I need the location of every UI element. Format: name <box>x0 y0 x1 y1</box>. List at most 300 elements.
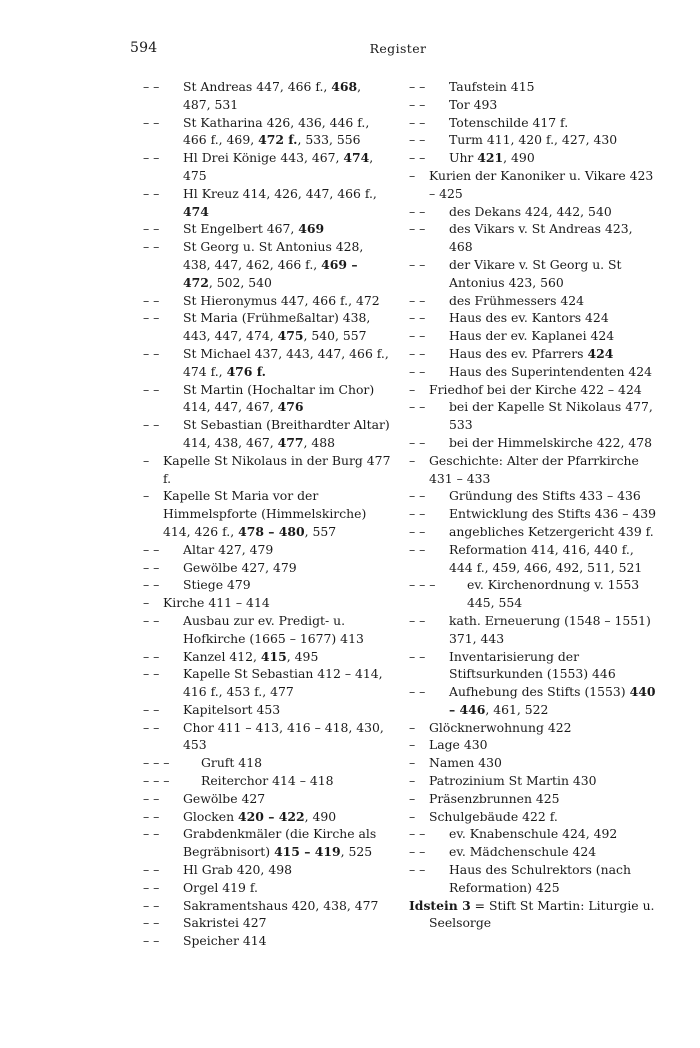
bold-reference: 478 – 480 <box>238 523 305 539</box>
index-entry-text <box>449 683 657 719</box>
bold-reference: 469 <box>298 221 325 237</box>
entry-segment: , 490 <box>503 150 535 166</box>
level-dash: – <box>409 452 416 468</box>
index-entry-text <box>449 78 657 96</box>
entry-segment: der Vikare v. St Georg u. St Antonius 423, 560 <box>449 256 622 290</box>
index-entry <box>409 541 657 577</box>
level-dash: – – <box>143 381 160 397</box>
index-entry-text <box>449 203 657 221</box>
level-dash: – – <box>143 666 160 682</box>
index-entry-text <box>183 114 391 150</box>
level-dash: – – <box>143 221 160 237</box>
entry-segment: des Dekans 424, 442, 540 <box>449 203 612 219</box>
entry-segment: St Martin (Hochaltar im Chor) 414, 447, 467, <box>183 381 375 415</box>
index-entry-text <box>429 772 657 790</box>
index-entry <box>409 131 657 149</box>
index-column-left <box>143 78 391 950</box>
bold-reference: 476 <box>277 399 304 415</box>
index-entry <box>143 897 391 915</box>
index-entry-text <box>449 434 657 452</box>
entry-segment: St Andreas 447, 466 f., <box>183 79 332 94</box>
entry-segment: Sakramentshaus 420, 438, 477 <box>183 897 379 913</box>
index-entry <box>409 114 657 132</box>
entry-segment: , 490 <box>304 808 337 824</box>
index-entry-text <box>467 576 657 612</box>
entry-segment: Kapitelsort 453 <box>183 701 281 717</box>
entry-segment: Haus der ev. Kaplanei 424 <box>449 328 615 344</box>
level-dash: – – <box>143 541 160 557</box>
entry-segment: Gruft 418 <box>201 755 262 771</box>
entry-segment: Hl Kreuz 414, 426, 447, 466 f., <box>183 185 377 201</box>
index-entry-text <box>183 78 391 114</box>
entry-segment: Kapelle St Nikolaus in der Burg 477 f. <box>163 452 391 486</box>
index-entry <box>409 381 657 399</box>
index-entry-text <box>183 576 391 594</box>
level-dash: – <box>409 755 416 771</box>
index-entry <box>409 167 657 203</box>
entry-segment: Geschichte: Alter der Pfarrkirche 431 – 433 <box>429 452 639 486</box>
level-dash: – – <box>409 541 426 557</box>
bold-reference: 474 <box>183 203 209 219</box>
entry-segment: , 540, 557 <box>303 328 367 344</box>
index-entry <box>143 114 391 150</box>
index-entry <box>143 701 391 719</box>
level-dash: – <box>143 452 150 468</box>
index-entry <box>409 683 657 719</box>
index-entry-text <box>429 736 657 754</box>
level-dash: – – <box>143 915 160 931</box>
level-dash: – – <box>143 417 160 433</box>
index-entry <box>409 861 657 897</box>
level-dash: – – <box>409 132 426 148</box>
bold-reference: 476 f. <box>226 363 266 379</box>
index-entry <box>409 220 657 256</box>
index-entry-text <box>449 114 657 132</box>
entry-segment: St Hieronymus 447, 466 f., 472 <box>183 292 380 308</box>
index-entry <box>143 861 391 879</box>
level-dash: – – <box>409 363 426 379</box>
entry-segment: , 533, 556 <box>297 132 361 148</box>
entry-segment: St Maria (Frühmeßaltar) 438, 443, 447, 474, <box>183 310 371 344</box>
level-dash: – – <box>409 434 426 450</box>
index-entry-text <box>449 398 657 434</box>
level-dash: – – <box>409 150 426 166</box>
index-entry <box>143 932 391 950</box>
index-entry-text <box>183 648 391 666</box>
index-entry <box>409 452 657 488</box>
level-dash: – – <box>143 185 160 201</box>
level-dash: – – <box>409 523 426 539</box>
entry-segment: kath. Erneuerung (1548 – 1551) 371, 443 <box>449 612 651 646</box>
index-entry <box>143 559 391 577</box>
index-entry <box>143 808 391 826</box>
index-entry-text <box>183 345 391 381</box>
entry-segment: = Stift St Martin: Liturgie u. Seelsorge <box>429 897 655 931</box>
index-entry-text <box>449 612 657 648</box>
level-dash: – – – <box>143 773 170 789</box>
index-entry <box>409 808 657 826</box>
index-entry <box>409 292 657 310</box>
entry-segment: , 557 <box>304 523 337 539</box>
level-dash: – – <box>409 328 426 344</box>
bold-reference: 415 <box>260 648 287 664</box>
bold-reference: 421 <box>477 150 504 166</box>
level-dash: – <box>143 488 150 504</box>
running-head: Register <box>369 41 427 56</box>
level-dash: – – <box>409 826 426 842</box>
index-entry-text <box>449 843 657 861</box>
level-dash: – <box>143 595 150 611</box>
level-dash: – – <box>409 648 426 664</box>
index-entry-text <box>449 523 657 541</box>
index-entry <box>409 612 657 648</box>
entry-segment: Haus des ev. Pfarrers <box>449 345 588 361</box>
index-entry <box>409 78 657 96</box>
level-dash: – – – <box>409 577 436 593</box>
entry-segment: Haus des Superintendenten 424 <box>449 363 653 379</box>
entry-segment: Tor 493 <box>449 96 498 112</box>
index-entry <box>409 327 657 345</box>
index-entry <box>409 897 657 933</box>
index-entry <box>409 772 657 790</box>
entry-segment: bei der Kapelle St Nikolaus 477, 533 <box>449 399 653 433</box>
entry-segment: Präsenzbrunnen 425 <box>429 790 560 806</box>
index-entry-text <box>429 808 657 826</box>
entry-segment: Uhr <box>449 150 478 166</box>
index-entry <box>409 843 657 861</box>
index-entry <box>143 381 391 417</box>
level-dash: – – <box>409 612 426 628</box>
index-entry-text <box>183 416 391 452</box>
index-entry-text <box>183 897 391 915</box>
index-entry-text <box>429 381 657 399</box>
index-entry <box>143 719 391 755</box>
entry-segment: Lage 430 <box>429 737 488 753</box>
entry-segment: Entwicklung des Stifts 436 – 439 <box>449 506 657 522</box>
level-dash: – – <box>143 879 160 895</box>
entry-segment: Glocken <box>183 808 239 824</box>
level-dash: – – <box>409 292 426 308</box>
level-dash: – – <box>143 808 160 824</box>
index-entry-text <box>449 149 657 167</box>
index-entry <box>409 434 657 452</box>
level-dash: – – <box>409 488 426 504</box>
entry-segment: Gewölbe 427 <box>183 790 266 806</box>
index-column-right <box>409 78 657 932</box>
entry-segment: Gewölbe 427, 479 <box>183 559 297 575</box>
level-dash: – – <box>409 256 426 272</box>
index-entry-text <box>163 487 391 540</box>
level-dash: – <box>409 719 416 735</box>
index-entry <box>409 345 657 363</box>
bold-reference: 440 – 446 <box>449 684 656 717</box>
index-entry <box>409 96 657 114</box>
index-entry <box>409 648 657 684</box>
index-entry-text <box>449 309 657 327</box>
page-number: 594 <box>130 40 158 56</box>
index-entry-text <box>183 701 391 719</box>
level-dash: – <box>409 737 416 753</box>
index-entry-text <box>201 754 391 772</box>
level-dash: – – <box>143 114 160 130</box>
level-dash: – – <box>143 559 160 575</box>
index-entry-text <box>183 719 391 755</box>
entry-segment: , 495 <box>286 648 319 664</box>
entry-segment: St Michael 437, 443, 447, 466 f., 474 f., <box>183 345 389 379</box>
level-dash: – – <box>143 701 160 717</box>
entry-segment: Reiterchor 414 – 418 <box>201 773 334 789</box>
index-entry-text <box>429 719 657 737</box>
entry-segment: Reformation 414, 416, 440 f., 444 f., 459, 466, 492, 511, 521 <box>449 541 643 575</box>
index-entry-text <box>183 381 391 417</box>
level-dash: – – <box>409 203 426 219</box>
level-dash: – <box>409 773 416 789</box>
level-dash: – <box>409 808 416 824</box>
level-dash: – – <box>143 79 160 94</box>
level-dash: – – <box>409 221 426 237</box>
entry-segment: Speicher 414 <box>183 933 267 949</box>
level-dash: – – <box>143 719 160 735</box>
index-entry <box>409 576 657 612</box>
level-dash: – – <box>143 292 160 308</box>
entry-segment: ev. Knabenschule 424, 492 <box>449 826 618 842</box>
index-entry-text <box>183 612 391 648</box>
entry-segment: Patrozinium St Martin 430 <box>429 773 597 789</box>
index-entry-text <box>449 505 657 523</box>
index-entry <box>143 825 391 861</box>
index-entry-text <box>429 754 657 772</box>
index-entry <box>143 612 391 648</box>
level-dash: – – <box>143 648 160 664</box>
index-entry-text <box>183 808 391 826</box>
level-dash: – – <box>409 114 426 130</box>
index-entry <box>409 825 657 843</box>
entry-segment: Sakristei 427 <box>183 915 267 931</box>
bold-reference: 477 <box>277 434 304 450</box>
index-entry-text <box>183 541 391 559</box>
entry-segment: Turm 411, 420 f., 427, 430 <box>449 132 618 148</box>
entry-segment: Chor 411 – 413, 416 – 418, 430, 453 <box>183 719 384 753</box>
index-entry <box>143 416 391 452</box>
index-entry-text <box>449 292 657 310</box>
index-entry <box>143 541 391 559</box>
entry-segment: bei der Himmelskirche 422, 478 <box>449 434 652 450</box>
entry-segment: , 461, 522 <box>485 701 549 717</box>
entry-segment: Altar 427, 479 <box>183 541 274 557</box>
index-entry <box>143 78 391 114</box>
index-entry <box>143 594 391 612</box>
index-entry <box>143 185 391 221</box>
level-dash: – – <box>143 150 160 166</box>
index-entry <box>143 309 391 345</box>
index-entry-text <box>183 825 391 861</box>
entry-segment: angebliches Ketzergericht 439 f. <box>449 523 654 539</box>
bold-reference: 469 – 472 <box>183 256 358 290</box>
index-entry <box>143 220 391 238</box>
index-entry <box>143 772 391 790</box>
level-dash: – – <box>409 399 426 415</box>
index-entry-text <box>183 149 391 185</box>
index-entry <box>409 505 657 523</box>
index-entry-text <box>183 665 391 701</box>
index-entry-text <box>429 452 657 488</box>
index-entry <box>143 292 391 310</box>
index-entry <box>143 914 391 932</box>
index-entry <box>143 576 391 594</box>
level-dash: – <box>409 167 416 183</box>
entry-segment: ev. Kirchenordnung v. 1553 445, 554 <box>467 577 640 611</box>
index-entry-text <box>183 559 391 577</box>
index-entry <box>409 754 657 772</box>
index-entry-text <box>183 185 391 221</box>
level-dash: – – <box>143 345 160 361</box>
index-entry-text <box>201 772 391 790</box>
level-dash: – – <box>143 612 160 628</box>
index-entry-text <box>449 541 657 577</box>
entry-segment: Hl Grab 420, 498 <box>183 862 292 878</box>
index-entry-text <box>183 932 391 950</box>
index-entry <box>143 345 391 381</box>
entry-segment: St Georg u. St Antonius 428, 438, 447, 462, 466 f., <box>183 239 364 272</box>
bold-reference: 475 <box>277 328 304 344</box>
level-dash: – – <box>143 933 160 949</box>
index-entry-text <box>183 790 391 808</box>
index-entry-text <box>183 292 391 310</box>
entry-segment: , 488 <box>303 434 335 450</box>
entry-segment: Inventarisierung der Stiftsurkunden (1553) 446 <box>449 648 616 682</box>
level-dash: – – <box>409 310 426 326</box>
index-entry-text <box>449 256 657 292</box>
index-entry-text <box>449 345 657 363</box>
index-entry-text <box>449 363 657 381</box>
bold-reference: 424 <box>587 345 614 361</box>
index-entry <box>143 452 391 488</box>
level-dash: – – <box>409 79 426 94</box>
bold-reference: 472 f. <box>258 132 298 148</box>
bold-reference: 415 – 419 <box>274 844 341 860</box>
entry-segment: Totenschilde 417 f. <box>449 114 569 130</box>
index-entry <box>409 398 657 434</box>
index-entry <box>143 665 391 701</box>
level-dash: – – <box>409 844 426 860</box>
index-entry-text <box>449 861 657 897</box>
index-entry-text <box>449 220 657 256</box>
index-entry <box>409 523 657 541</box>
entry-segment: ev. Mädchenschule 424 <box>449 844 597 860</box>
entry-segment: des Vikars v. St Andreas 423, 468 <box>449 221 633 255</box>
index-entry-text <box>183 879 391 897</box>
level-dash: – – <box>409 506 426 522</box>
level-dash: – – <box>143 862 160 878</box>
index-entry-text <box>409 897 657 933</box>
index-entry-text <box>449 648 657 684</box>
entry-segment: Ausbau zur ev. Predigt- u. Hofkirche (1665 – 1677) 413 <box>183 612 364 646</box>
entry-segment: Haus des Schulrektors (nach Reformation) 425 <box>449 862 631 895</box>
entry-segment: Kirche 411 – 414 <box>163 595 270 611</box>
entry-segment: Grabdenkmäler (die Kirche als Begräbnisort) <box>183 826 377 860</box>
entry-segment: St Sebastian (Breithardter Altar) 414, 438, 467, <box>183 417 390 450</box>
index-entry <box>143 648 391 666</box>
entry-segment: Hl Drei Könige 443, 467, <box>183 150 344 166</box>
index-entry-text <box>429 167 657 203</box>
index-entry-text <box>163 452 391 488</box>
index-entry-text <box>163 594 391 612</box>
index-entry <box>143 754 391 772</box>
level-dash: – – <box>409 684 426 700</box>
entry-segment: , 475 <box>183 150 374 183</box>
entry-segment: , 502, 540 <box>208 274 272 290</box>
index-entry-text <box>183 309 391 345</box>
level-dash: – – <box>409 345 426 361</box>
entry-segment: Haus des ev. Kantors 424 <box>449 310 609 326</box>
index-entry-text <box>183 238 391 291</box>
index-entry <box>409 487 657 505</box>
entry-segment: Kanzel 412, <box>183 648 261 664</box>
entry-segment: Friedhof bei der Kirche 422 – 424 <box>429 381 642 397</box>
index-entry-text <box>449 825 657 843</box>
entry-segment: Orgel 419 f. <box>183 879 258 895</box>
entry-segment: Gründung des Stifts 433 – 436 <box>449 488 641 504</box>
index-entry-text <box>449 131 657 149</box>
index-entry <box>409 309 657 327</box>
entry-segment: St Katharina 426, 436, 446 f., 466 f., 469, <box>183 114 370 148</box>
level-dash: – <box>409 790 416 806</box>
entry-segment: Glöcknerwohnung 422 <box>429 719 572 735</box>
index-entry-text <box>183 861 391 879</box>
index-entry <box>143 790 391 808</box>
entry-segment: Taufstein 415 <box>449 79 535 94</box>
entry-segment: , 487, 531 <box>183 79 362 112</box>
level-dash: – – <box>143 310 160 326</box>
bold-reference: 468 <box>331 79 358 94</box>
index-entry <box>409 790 657 808</box>
level-dash: – – <box>143 897 160 913</box>
index-entry-text <box>429 790 657 808</box>
index-entry <box>143 879 391 897</box>
entry-segment: , 525 <box>340 844 373 860</box>
index-entry-text <box>449 327 657 345</box>
level-dash: – – <box>143 577 160 593</box>
index-entry-text <box>449 487 657 505</box>
bold-reference: 474 <box>343 150 370 166</box>
index-entry <box>409 363 657 381</box>
level-dash: – – – <box>143 755 170 771</box>
entry-segment: Namen 430 <box>429 755 502 771</box>
index-entry <box>143 487 391 540</box>
level-dash: – – <box>409 862 426 878</box>
entry-segment: Kurien der Kanoniker u. Vikare 423 – 425 <box>429 167 654 201</box>
index-entry-text <box>183 914 391 932</box>
level-dash: – – <box>143 826 160 842</box>
index-entry <box>409 256 657 292</box>
page-header <box>130 40 666 60</box>
entry-segment: St Engelbert 467, <box>183 221 299 237</box>
index-entry <box>409 719 657 737</box>
level-dash: – – <box>143 239 160 255</box>
index-entry <box>143 149 391 185</box>
entry-segment: Aufhebung des Stifts (1553) <box>449 684 630 700</box>
index-entry-text <box>449 96 657 114</box>
level-dash: – – <box>143 790 160 806</box>
index-entry <box>409 203 657 221</box>
index-entry <box>409 149 657 167</box>
index-entry <box>409 736 657 754</box>
entry-segment: des Frühmessers 424 <box>449 292 585 308</box>
index-entry <box>143 238 391 291</box>
entry-segment: Stiege 479 <box>183 577 251 593</box>
index-entry-text <box>183 220 391 238</box>
level-dash: – <box>409 381 416 397</box>
